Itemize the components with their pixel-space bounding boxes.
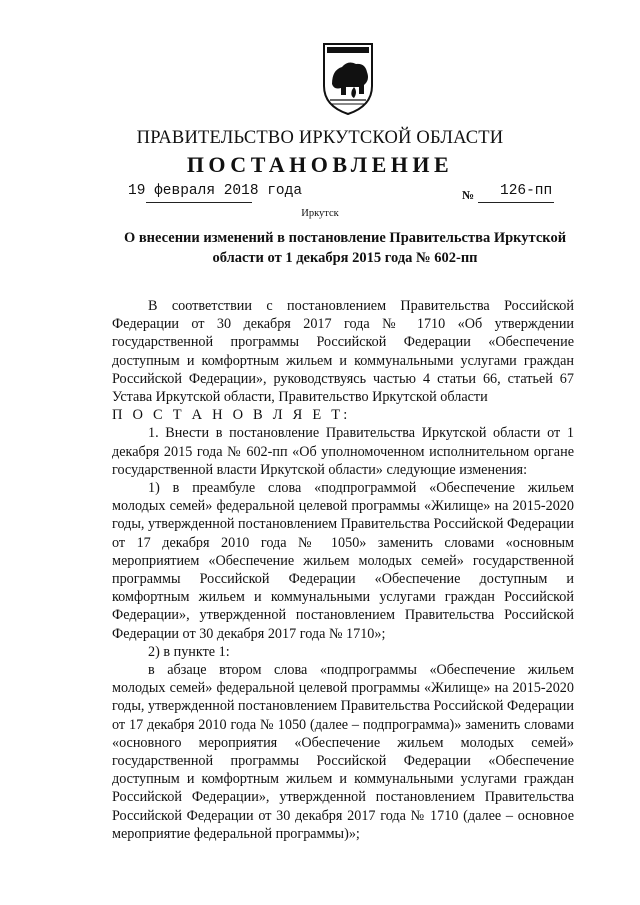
- date-underline: [146, 202, 252, 203]
- document-body: [112, 297, 574, 843]
- city-name: Иркутск: [301, 208, 339, 219]
- resolves-heading: П О С Т А Н О В Л Я Е Т:: [112, 407, 351, 424]
- subitem-1-paragraph: 1) в преамбуле слова «подпрограммой «Обеспечение жильем молодых семей» федеральной целевой программы «Жилище» на 2015-2020 годы, утвержденной постановлением Правительства Российской Федерации от 17 декабря 2010 года № 1050» заменить словами «основным мероприятием «Обеспечение жильем молодых семей» государственной программы Российской Федерации «Обеспечение доступным и комфортным жильем и коммунальными услугами граждан Российской Федерации», утвержденной постановлением Правительства Российской Федерации от 30 декабря 2017 года № 1710»;: [112, 480, 574, 642]
- paragraph-two-amendment: в абзаце втором слова «подпрограммы «Обеспечение жильем молодых семей» федеральной целевой программы «Жилище» на 2015-2020 годы, утвержденной постановлением Правительства Российской Федерации от 17 декабря 2010 года № 1050 (далее – подпрограмма)» заменить словами «основного мероприятия «Обеспечение жильем молодых семей» государственной программы Российской Федерации «Обеспечение доступным и комфортным жильем и коммунальными услугами граждан Российской Федерации», утвержденной постановлением Правительства Российской Федерации от 30 декабря 2017 года № 1710 (далее – основное мероприятие федеральной программы)»;: [112, 662, 574, 842]
- number-underline: [478, 202, 554, 203]
- decree-title: О внесении изменений в постановление Правительства Иркутской области от 1 декабря 2015 года № 602-пп: [123, 230, 567, 266]
- decree-number: 126-пп: [500, 183, 553, 199]
- government-name: ПРАВИТЕЛЬСТВО ИРКУТСКОЙ ОБЛАСТИ: [136, 128, 504, 148]
- subitem-2-paragraph: 2) в пункте 1:: [148, 643, 230, 660]
- item-1-paragraph: 1. Внести в постановление Правительства Иркутской области от 1 декабря 2015 года № 602-пп «Об уполномоченном исполнительном органе государственной власти Иркутской области» следующие изменения:: [112, 425, 574, 478]
- number-sign: №: [462, 188, 475, 202]
- preamble-paragraph: В соответствии с постановлением Правительства Российской Федерации от 30 декабря 2017 года № 1710 «Об утверждении государственной программы Российской Федерации «Обеспечение доступным и комфортным жильем и коммунальными услугами граждан Российской Федерации», руководствуясь частью 4 статьи 66, статьей 67 Устава Иркутской области, Правительство Иркутской области: [112, 298, 574, 406]
- decree-date: 19 февраля 2018 года: [128, 183, 303, 199]
- document-type: ПОСТАНОВЛЕНИЕ: [186, 152, 454, 177]
- coat-of-arms-icon: [318, 40, 378, 116]
